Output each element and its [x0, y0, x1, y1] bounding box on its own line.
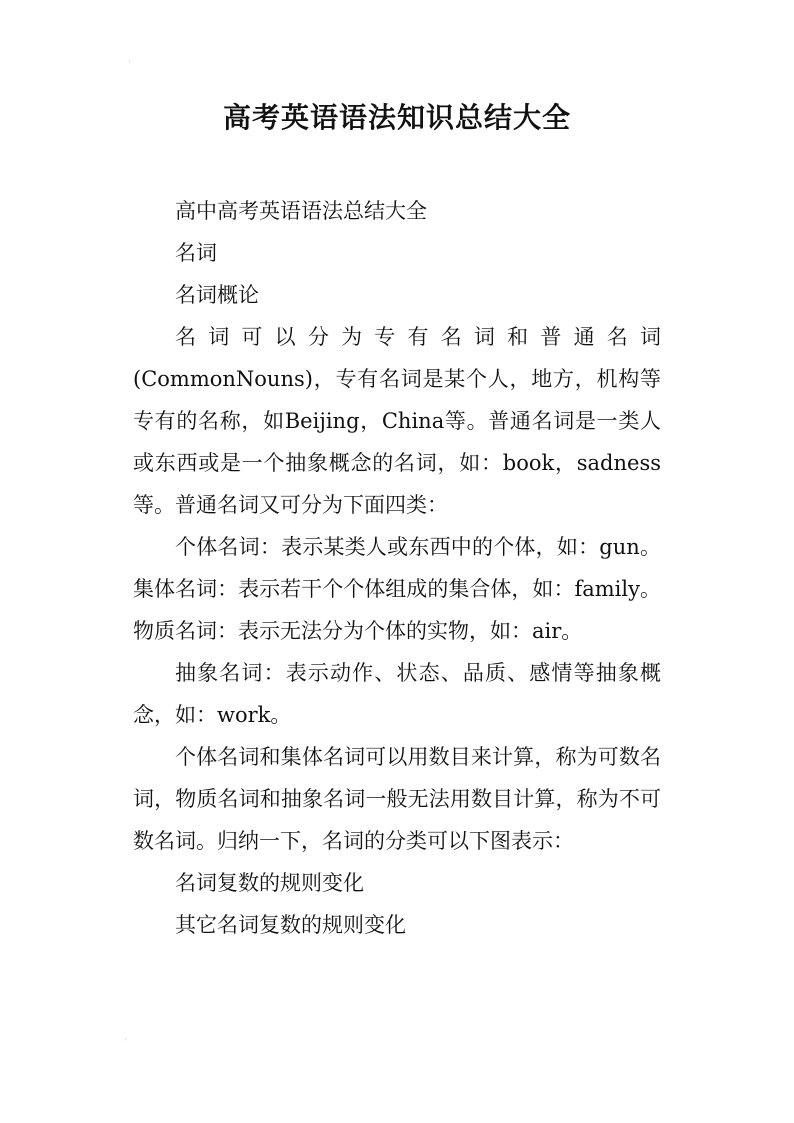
paragraph-heading-overview: 高中高考英语语法总结大全 [175, 199, 427, 223]
paragraph-individual-collective-material: 个体名词：表示某类人或东西中的个体，如：gun。集体名词：表示若干个个体组成的集合体，如：family。物质名词：表示无法分为个体的实物，如：air。 [133, 535, 661, 643]
corner-mark: ' [128, 59, 131, 70]
paragraph-countable-uncountable: 个体名词和集体名词可以用数目来计算，称为可数名词，物质名词和抽象名词一般无法用数目计算，称为不可数名词。归纳一下，名词的分类可以下图表示： [133, 745, 661, 853]
paragraph-abstract-noun: 抽象名词：表示动作、状态、品质、感情等抽象概念，如：work。 [133, 661, 661, 727]
paragraph-plural-other: 其它名词复数的规则变化 [175, 913, 406, 937]
document-title: 高考英语语法知识总结大全 [222, 101, 571, 134]
paragraph-noun-overview-heading: 名词概论 [175, 283, 259, 307]
paragraph-section-noun: 名词 [175, 241, 217, 265]
paragraph-noun-types: 名词可以分为专有名词和普通名词(CommonNouns)，专有名词是某个人，地方，机构等专有的名称，如Beijing，China等。普通名词是一类人或东西或是一个抽象概念的名词，如：book，sadness等。普通名词又可分为下面四类： [133, 325, 661, 517]
corner-mark: , [124, 1031, 128, 1042]
document-body [133, 190, 661, 946]
paragraph-plural-regular: 名词复数的规则变化 [175, 871, 364, 895]
